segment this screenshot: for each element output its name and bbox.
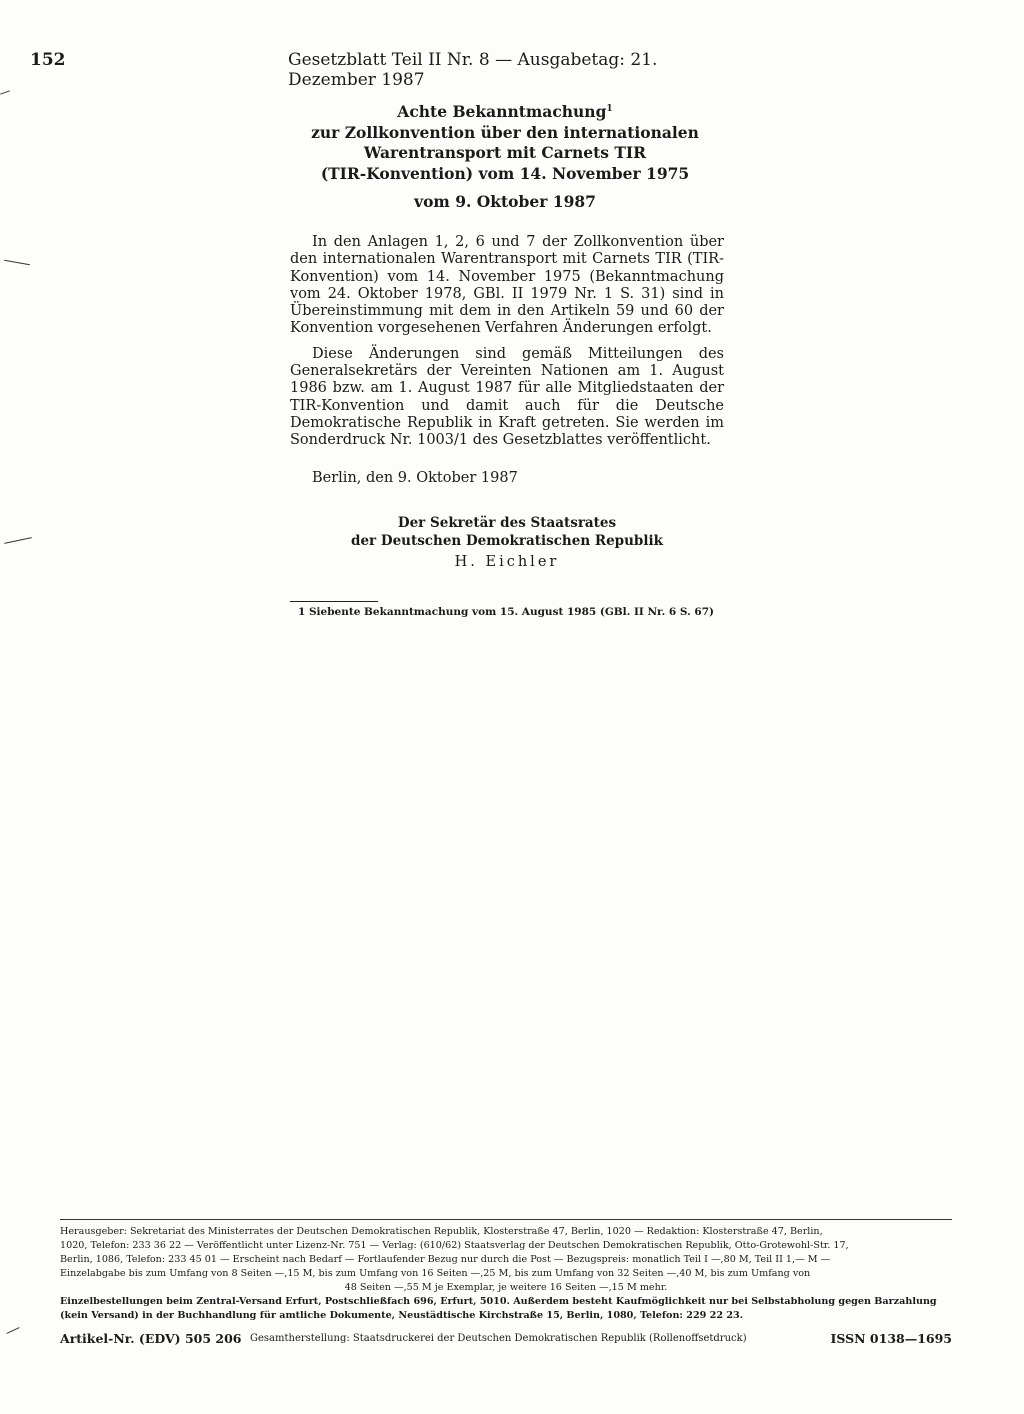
scan-mark [0,90,10,94]
imprint-line-6: Einzelbestellungen beim Zentral-Versand Erfurt, Postschließfach 696, Erfurt, 5010. Außerdem besteht Kaufmöglichkeit nur bei Selbstabholung gegen Barzahlung [60,1296,937,1307]
imprint-rule [60,1219,952,1220]
scan-mark [4,260,30,265]
printer-info: Gesamtherstellung: Staatsdruckerei der Deutschen Demokratischen Republik (Rollenoffsetdruck) [250,1333,747,1344]
scan-mark [4,537,32,544]
signature-block [290,514,724,570]
place-date: Berlin, den 9. Oktober 1987 [312,470,518,486]
imprint [60,1225,952,1323]
footnote-marker: 1 [606,103,613,114]
title-line-4: (TIR-Konvention) vom 14. November 1975 [320,163,690,183]
page-number: 152 [30,50,66,70]
title-line-1: Achte Bekanntmachung$^1$ [397,102,613,121]
imprint-line-2: 1020, Telefon: 233 36 22 — Veröffentlicht unter Lizenz-Nr. 751 — Verlag: (610/62) Staatsverlag der Deutschen Demokratischen Republik, Otto-Grotewohl-Str. 17, [60,1240,849,1251]
imprint-line-3: Berlin, 1086, Telefon: 233 45 01 — Erscheint nach Bedarf — Fortlaufender Bezug nur durch die Post — Bezugspreis: monatlich Teil I —,80 M, Teil II 1,— M — [60,1254,831,1265]
document-title [290,102,720,211]
title-line-3: Warentransport mit Carnets TIR [363,143,647,162]
paragraph-2: Diese Änderungen sind gemäß Mitteilungen des Generalsekretärs der Vereinten Nationen am 1. August 1986 bzw. am 1. August 1987 für alle Mitgliedstaaten der TIR-Konvention und damit auch für die Deutsche Demokratische Republik in Kraft getreten. Sie werden im Sonderdruck Nr. 1003/1 des Gesetzblattes veröffentlicht. [290,345,724,449]
imprint-line-5: 48 Seiten —,55 M je Exemplar, je weitere 16 Seiten —,15 M mehr. [344,1282,668,1293]
page-header [30,50,730,90]
running-head: Gesetzblatt Teil II Nr. 8 — Ausgabetag: 21. Dezember 1987 [288,50,658,90]
title-date: vom 9. Oktober 1987 [414,192,596,211]
imprint-line-1: Herausgeber: Sekretariat des Ministerrates der Deutschen Demokratischen Republik, Klosterstraße 47, Berlin, 1020 — Redaktion: Klosterstraße 47, Berlin, [60,1226,823,1237]
scan-mark [6,1327,19,1334]
paragraph-1: In den Anlagen 1, 2, 6 und 7 der Zollkonvention über den internationalen Warentransport mit Carnets TIR (TIR-Konvention) vom 14. November 1975 (Bekanntmachung vom 24. Oktober 1978, GBl. II 1979 Nr. 1 S. 31) sind in Übereinstimmung mit dem in den Artikeln 59 und 60 der Konvention vorgesehenen Verfahren Änderungen erfolgt. [290,234,724,337]
signatory-title-1: Der Sekretär des Staatsrates [397,515,617,531]
imprint-line-4: Einzelabgabe bis zum Umfang von 8 Seiten —,15 M, bis zum Umfang von 16 Seiten —,25 M, bis zum Umfang von 32 Seiten —,40 M, bis zum Umfang von [60,1268,811,1279]
imprint-line-7: (kein Versand) in der Buchhandlung für amtliche Dokumente, Neustädtische Kirchstraße 15, Berlin, 1080, Telefon: 229 22 23. [60,1310,744,1321]
bottom-row [60,1331,952,1349]
title-line-2: zur Zollkonvention über den internationalen [311,122,699,142]
issn: ISSN 0138—1695 [830,1331,952,1346]
footnote-rule [290,601,378,602]
footnote: 1 Siebente Bekanntmachung vom 15. August 1985 (GBl. II Nr. 6 S. 67) [298,606,714,618]
signatory-title-2: der Deutschen Demokratischen Republik [351,533,663,549]
signatory-name: H. Eichler [454,554,560,570]
article-number: Artikel-Nr. (EDV) 505 206 [60,1331,242,1346]
body-text [290,234,724,458]
